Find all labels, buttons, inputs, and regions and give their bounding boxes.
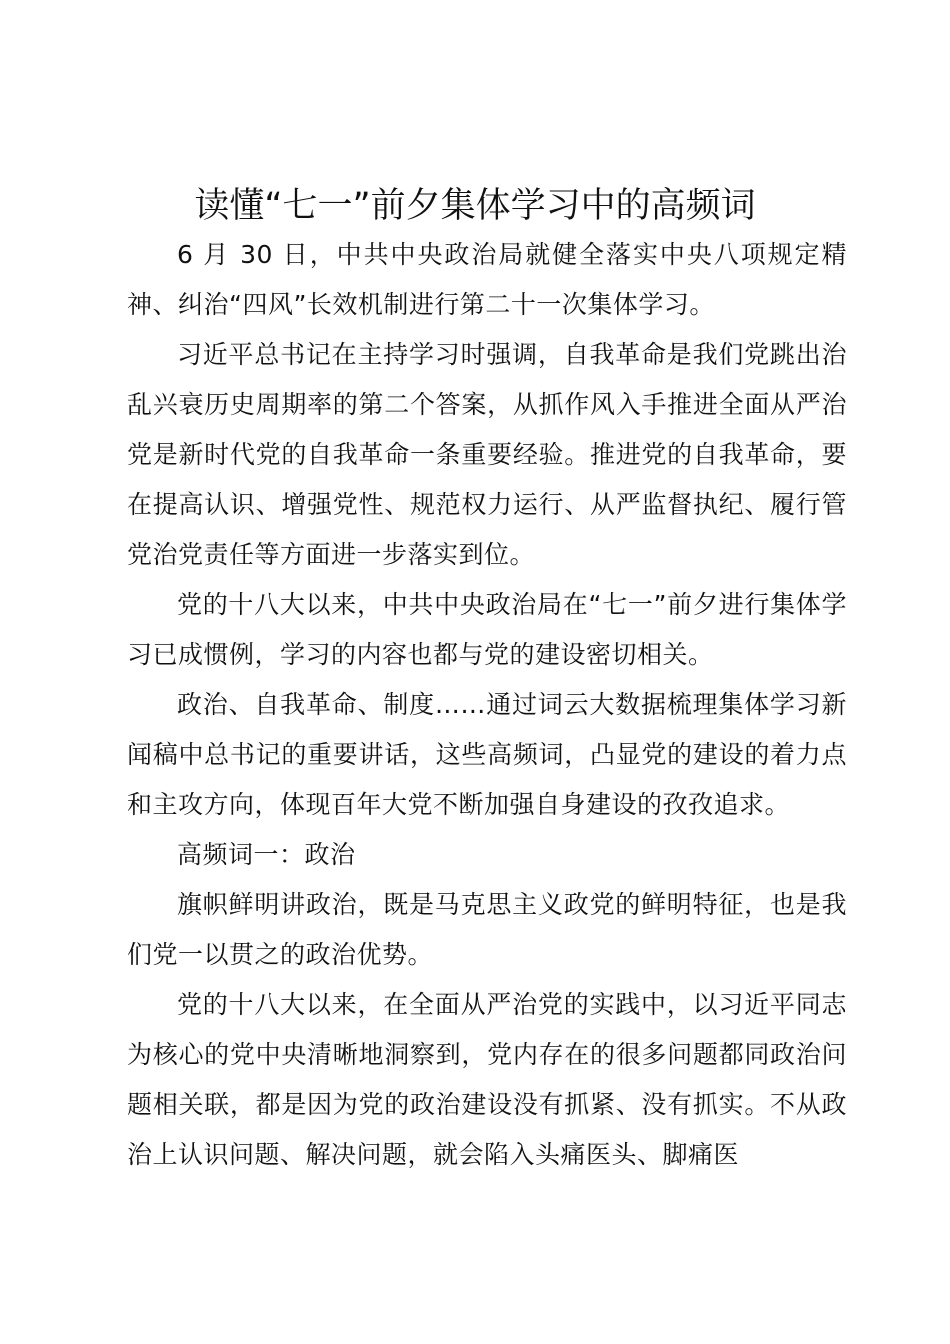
document-title: 读懂“七一”前夕集体学习中的高频词	[194, 186, 756, 226]
paragraph-xi-remarks: 习近平总书记在主持学习时强调，自我革命是我们党跳出治乱兴衰历史周期率的第二个答案，从抓作风入手推进全面从严治党是新时代党的自我革命一条重要经验。推进党的自我革命，要在提高认识、增强党性、规范权力运行、从严监督执纪、履行管党治党责任等方面进一步落实到位。	[127, 340, 847, 569]
paragraph-word-cloud: 政治、自我革命、制度……通过词云大数据梳理集体学习新闻稿中总书记的重要讲话，这些高频词，凸显党的建设的着力点和主攻方向，体现百年大党不断加强自身建设的孜孜追求。	[127, 690, 847, 819]
paragraph-intro: 6 月 30 日，中共中央政治局就健全落实中央八项规定精神、纠治“四风”长效机制进行第二十一次集体学习。	[127, 240, 847, 319]
section-heading-politics: 高频词一：政治	[177, 840, 356, 869]
document-body	[127, 230, 847, 1180]
paragraph-politics-1: 旗帜鲜明讲政治，既是马克思主义政党的鲜明特征，也是我们党一以贯之的政治优势。	[127, 890, 847, 969]
paragraph-politics-2: 党的十八大以来，在全面从严治党的实践中，以习近平同志为核心的党中央清晰地洞察到，党内存在的很多问题都同政治问题相关联，都是因为党的政治建设没有抓紧、没有抓实。不从政治上认识问题、解决问题，就会陷入头痛医头、脚痛医	[127, 990, 847, 1169]
paragraph-tradition: 党的十八大以来，中共中央政治局在“七一”前夕进行集体学习已成惯例，学习的内容也都与党的建设密切相关。	[127, 590, 847, 669]
